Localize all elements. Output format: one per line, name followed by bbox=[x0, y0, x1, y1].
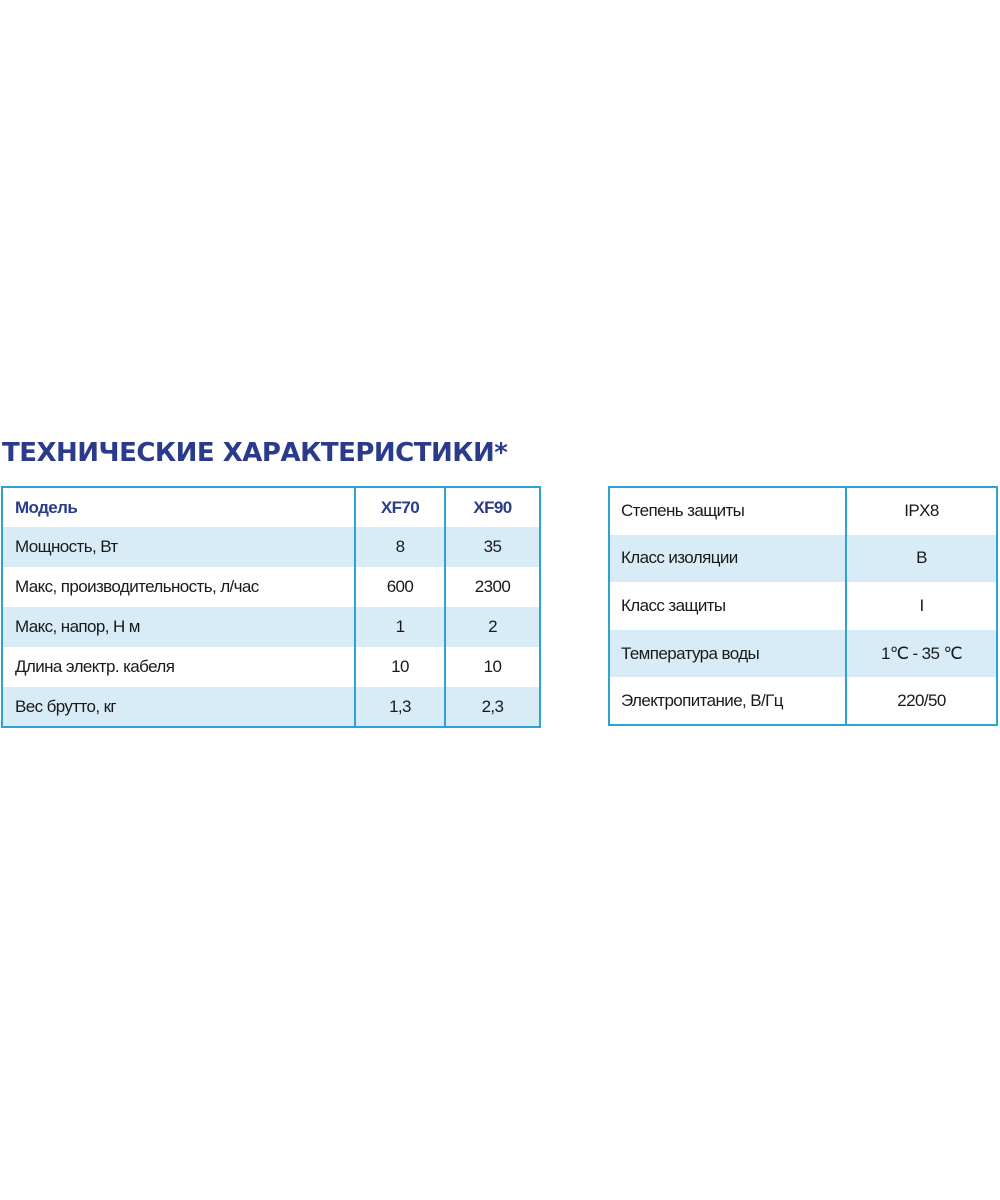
table-row bbox=[2, 687, 540, 727]
cell-xf70: 1 bbox=[355, 607, 445, 647]
row-label: Класс изоляции bbox=[609, 535, 846, 583]
table-row bbox=[2, 647, 540, 687]
cell-xf90: 2,3 bbox=[445, 687, 540, 727]
row-label: Длина электр. кабеля bbox=[15, 657, 175, 676]
page-title: ТЕХНИЧЕСКИЕ ХАРАКТЕРИСТИКИ* bbox=[2, 438, 508, 468]
cell-xf70: 600 bbox=[355, 567, 445, 607]
row-label: Класс защиты bbox=[621, 595, 726, 615]
general-spec-table bbox=[608, 486, 998, 726]
header-xf90: XF90 bbox=[445, 487, 540, 527]
row-label: Степень защиты bbox=[621, 501, 745, 521]
table-row bbox=[609, 582, 997, 630]
header-model: Модель bbox=[15, 497, 78, 517]
cell-xf90: 2 bbox=[445, 607, 540, 647]
table-row bbox=[609, 535, 997, 583]
table-row bbox=[609, 487, 997, 535]
cell-xf90: 10 bbox=[445, 647, 540, 687]
row-label: Мощность, Вт bbox=[2, 527, 355, 567]
row-value: 220/50 bbox=[846, 677, 997, 725]
cell-xf90: 2300 bbox=[445, 567, 540, 607]
row-value: 1℃ - 35 ℃ bbox=[846, 630, 997, 678]
row-value: IPX8 bbox=[846, 487, 997, 535]
row-label: Температура воды bbox=[609, 630, 846, 678]
cell-xf70: 1,3 bbox=[355, 687, 445, 727]
header-xf70: XF70 bbox=[355, 487, 445, 527]
row-label: Вес брутто, кг bbox=[2, 687, 355, 727]
cell-xf70: 10 bbox=[355, 647, 445, 687]
row-label: Макс, производительность, л/час bbox=[15, 577, 259, 596]
table-row bbox=[609, 677, 997, 725]
row-value: B bbox=[846, 535, 997, 583]
table-row bbox=[2, 607, 540, 647]
table-row bbox=[2, 567, 540, 607]
models-spec-table bbox=[1, 486, 541, 728]
table-row bbox=[609, 630, 997, 678]
table-row bbox=[2, 527, 540, 567]
row-label: Макс, напор, Н м bbox=[2, 607, 355, 647]
cell-xf70: 8 bbox=[355, 527, 445, 567]
cell-xf90: 35 bbox=[445, 527, 540, 567]
table-header-row bbox=[2, 487, 540, 527]
row-value: I bbox=[846, 582, 997, 630]
row-label: Электропитание, В/Гц bbox=[621, 690, 783, 710]
